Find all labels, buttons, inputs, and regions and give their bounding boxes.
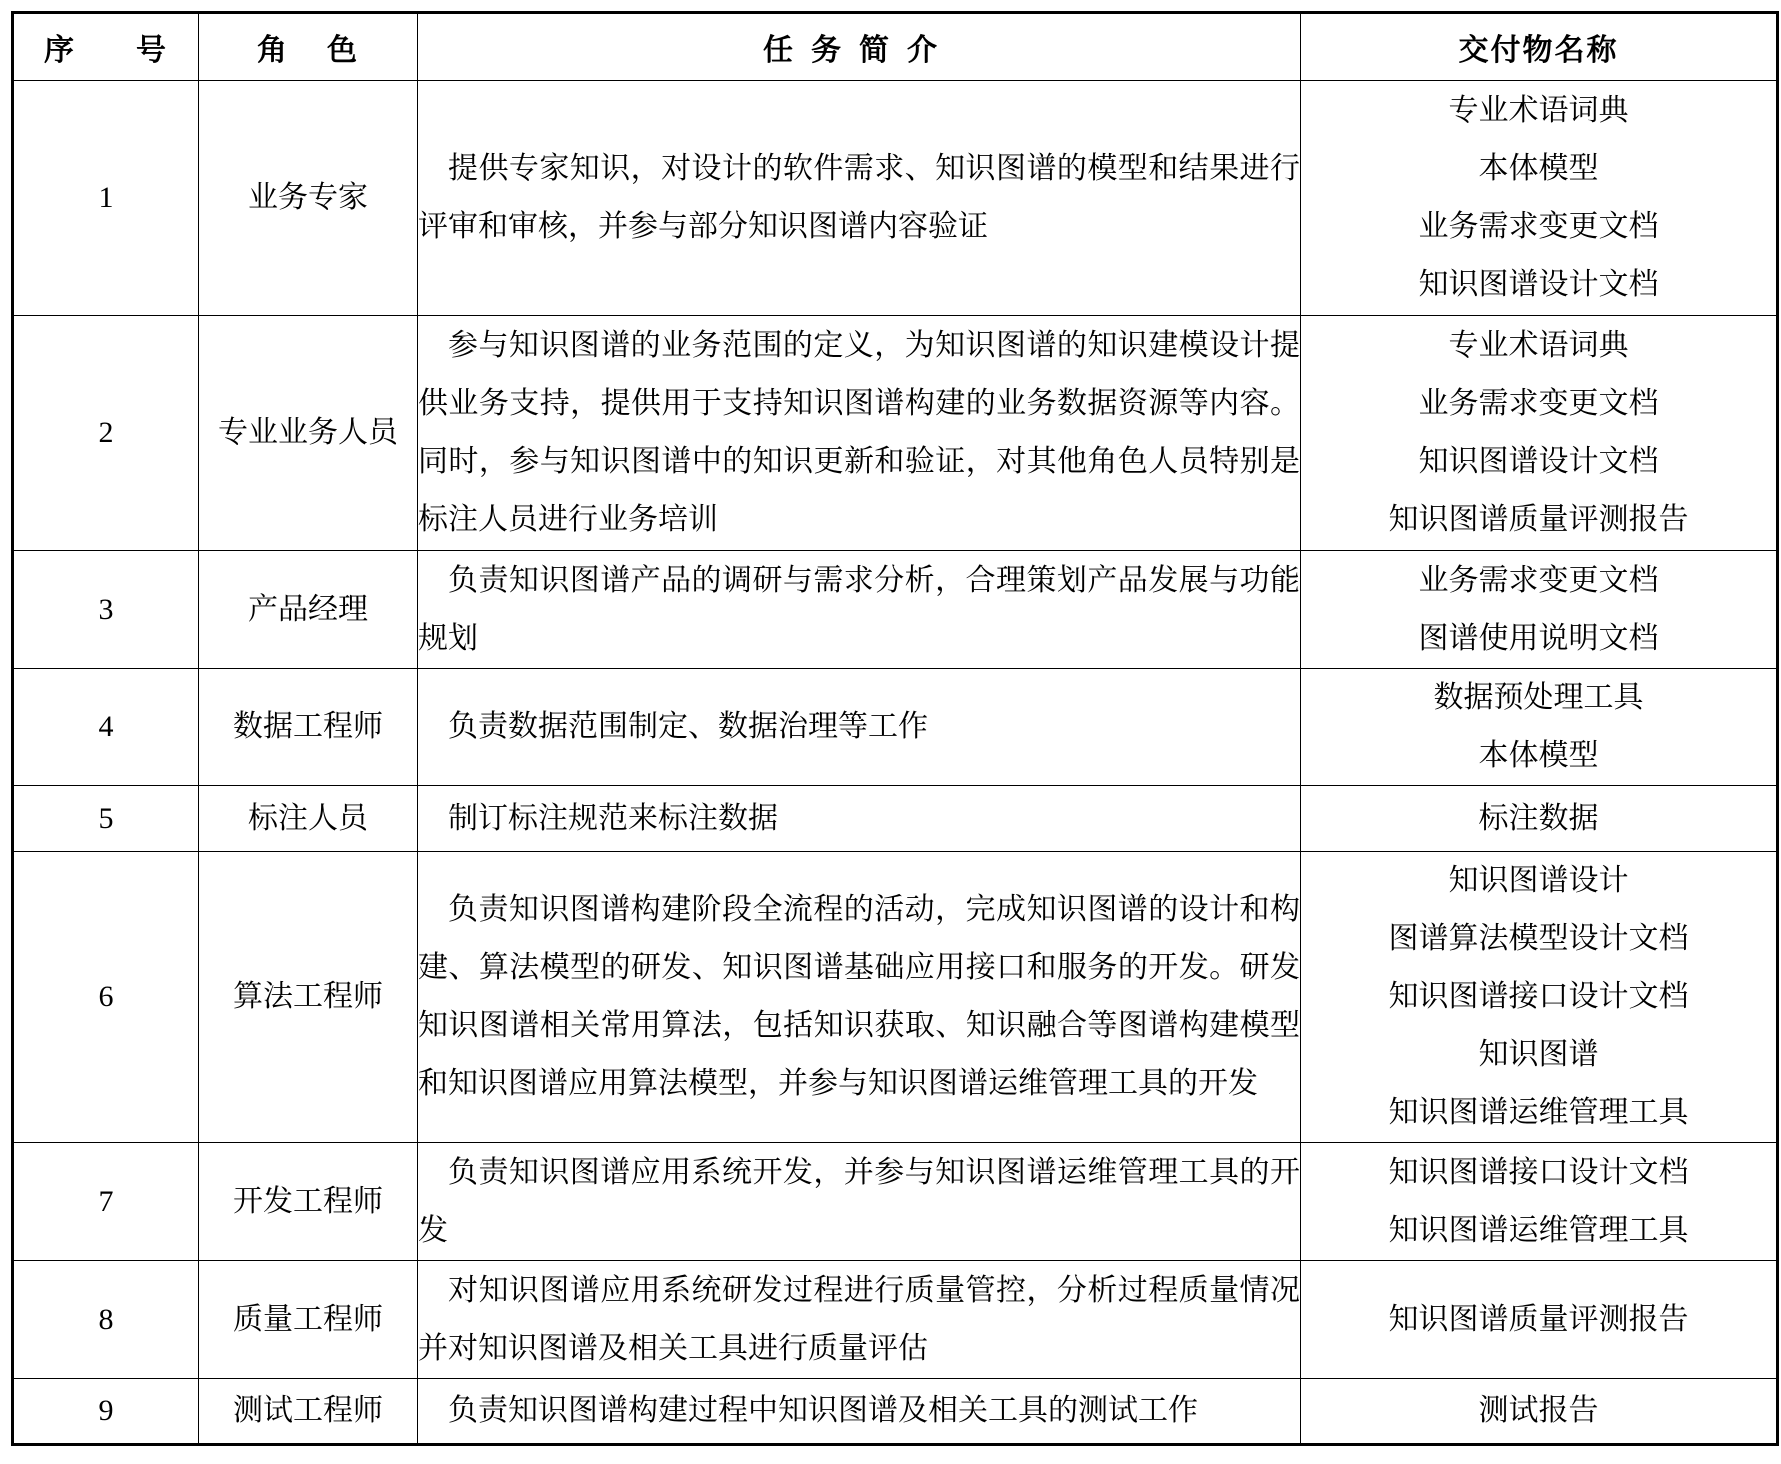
task-description (418, 316, 1301, 551)
table-row (13, 1261, 1778, 1379)
table-row (13, 1143, 1778, 1261)
task-description (418, 1261, 1301, 1379)
task-description (418, 1143, 1301, 1261)
row-number: 6 (13, 852, 199, 1143)
deliverable-item: 知识图谱运维管理工具 (1388, 1212, 1689, 1248)
table-row (13, 316, 1778, 551)
deliverables-cell (1301, 852, 1778, 1143)
table-row (13, 81, 1778, 316)
table-row (13, 852, 1778, 1143)
table-row (13, 1379, 1778, 1445)
row-number: 3 (13, 551, 199, 669)
deliverable-item: 知识图谱设计文档 (1418, 444, 1659, 479)
deliverable-item: 数据预处理工具 (1433, 680, 1644, 715)
deliverable-item: 专业术语词典 (1448, 93, 1629, 128)
deliverable-item: 标注数据 (1478, 800, 1599, 836)
row-number: 4 (13, 669, 199, 786)
role-name: 数据工程师 (199, 669, 418, 786)
roles-table (11, 11, 1779, 1446)
deliverables-cell (1301, 551, 1778, 669)
deliverable-item: 业务需求变更文档 (1418, 562, 1659, 598)
row-number: 9 (13, 1379, 199, 1445)
role-name: 专业业务人员 (199, 316, 418, 551)
deliverables-cell (1301, 1143, 1778, 1261)
header-role: 角 色 (199, 13, 418, 81)
deliverable-item: 知识图谱设计 (1448, 863, 1629, 898)
header-desc: 任务简介 (418, 13, 1301, 81)
deliverables-cell (1301, 669, 1778, 786)
deliverable-item: 测试报告 (1478, 1393, 1599, 1428)
table-row (13, 786, 1778, 852)
role-name: 开发工程师 (199, 1143, 418, 1261)
header-deliverable: 交付物名称 (1301, 13, 1778, 81)
deliverable-item: 知识图谱接口设计文档 (1388, 979, 1689, 1014)
role-name: 测试工程师 (199, 1379, 418, 1445)
deliverables-cell (1301, 81, 1778, 316)
task-description (418, 669, 1301, 786)
task-description-text: 提供专家知识，对设计的软件需求、知识图谱的模型和结果进行评审和审核，并参与部分知识图谱内容验证 (418, 151, 1300, 244)
task-description (418, 852, 1301, 1143)
task-description-text: 负责知识图谱构建阶段全流程的活动，完成知识图谱的设计和构建、算法模型的研发、知识图谱基础应用接口和服务的开发。研发知识图谱相关常用算法，包括知识获取、知识融合等图谱构建模型和知识图谱应用算法模型，并参与知识图谱运维管理工具的开发 (418, 892, 1300, 1101)
task-description (418, 81, 1301, 316)
task-description-text: 参与知识图谱的业务范围的定义，为知识图谱的知识建模设计提供业务支持，提供用于支持知识图谱构建的业务数据资源等内容。同时，参与知识图谱中的知识更新和验证，对其他角色人员特别是标注人员进行业务培训 (418, 328, 1300, 537)
deliverable-item: 专业术语词典 (1448, 328, 1629, 363)
task-description-text: 制订标注规范来标注数据 (448, 800, 778, 836)
header-row (13, 13, 1778, 81)
table-body (13, 81, 1778, 1445)
deliverable-item: 本体模型 (1478, 151, 1599, 186)
deliverable-item: 图谱算法模型设计文档 (1388, 921, 1689, 956)
deliverable-item: 业务需求变更文档 (1418, 209, 1659, 244)
deliverable-item: 图谱使用说明文档 (1418, 620, 1659, 656)
deliverable-item: 知识图谱接口设计文档 (1388, 1154, 1689, 1190)
table-row (13, 669, 1778, 786)
deliverables-cell (1301, 316, 1778, 551)
role-name: 算法工程师 (199, 852, 418, 1143)
row-number: 5 (13, 786, 199, 852)
role-name: 质量工程师 (199, 1261, 418, 1379)
deliverable-item: 知识图谱运维管理工具 (1388, 1095, 1689, 1130)
row-number: 1 (13, 81, 199, 316)
task-description (418, 551, 1301, 669)
role-name: 标注人员 (199, 786, 418, 852)
deliverables-cell (1301, 1379, 1778, 1445)
role-name: 产品经理 (199, 551, 418, 669)
deliverable-item: 知识图谱设计文档 (1418, 267, 1659, 302)
deliverable-item: 业务需求变更文档 (1418, 386, 1659, 421)
task-description (418, 1379, 1301, 1445)
deliverable-item: 知识图谱质量评测报告 (1388, 502, 1689, 537)
row-number: 7 (13, 1143, 199, 1261)
task-description (418, 786, 1301, 852)
task-description-text: 对知识图谱应用系统研发过程进行质量管控，分析过程质量情况并对知识图谱及相关工具进行质量评估 (418, 1272, 1300, 1366)
deliverable-item: 知识图谱 (1478, 1037, 1599, 1072)
task-description-text: 负责数据范围制定、数据治理等工作 (448, 709, 928, 744)
deliverable-item: 知识图谱质量评测报告 (1388, 1301, 1689, 1337)
header-seq: 序 号 (13, 13, 199, 81)
deliverables-cell (1301, 1261, 1778, 1379)
deliverable-item: 本体模型 (1478, 738, 1599, 773)
task-description-text: 负责知识图谱产品的调研与需求分析，合理策划产品发展与功能规划 (418, 562, 1300, 656)
task-description-text: 负责知识图谱应用系统开发，并参与知识图谱运维管理工具的开发 (418, 1154, 1300, 1248)
table-row (13, 551, 1778, 669)
row-number: 2 (13, 316, 199, 551)
role-name: 业务专家 (199, 81, 418, 316)
row-number: 8 (13, 1261, 199, 1379)
task-description-text: 负责知识图谱构建过程中知识图谱及相关工具的测试工作 (448, 1393, 1198, 1428)
deliverables-cell (1301, 786, 1778, 852)
